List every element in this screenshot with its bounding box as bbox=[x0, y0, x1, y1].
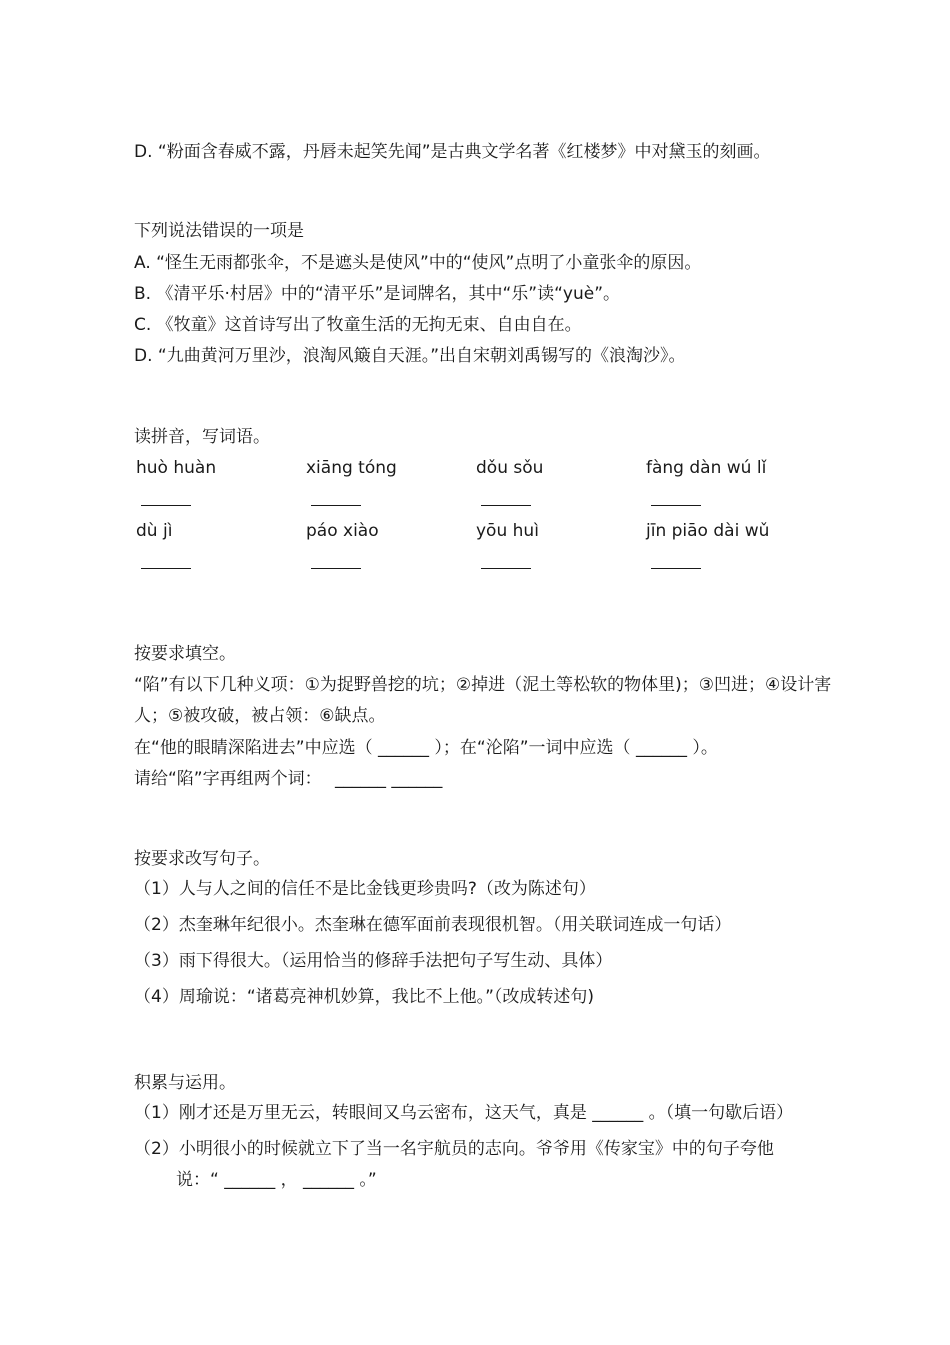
q5-item-2-line-2: 说：“ ______ ， ______ 。” bbox=[176, 1170, 377, 1190]
pinyin-item: huò huàn bbox=[136, 458, 217, 478]
pinyin-item: dù jì bbox=[136, 521, 173, 541]
q3-line-a: 在“他的眼睛深陷进去”中应选（ ______ ）；在“沦陷”一词中应选（ ______ ）。 bbox=[134, 738, 718, 758]
pinyin-item: yōu huì bbox=[476, 521, 539, 541]
q0-option-d: D. “粉面含春威不露，丹唇未起笑先闻”是古典文学名著《红楼梦》中对黛玉的刻画。 bbox=[134, 142, 771, 162]
pinyin-item: dǒu sǒu bbox=[476, 458, 544, 478]
pinyin-item: fàng dàn wú lǐ bbox=[646, 458, 767, 478]
answer-blank[interactable] bbox=[311, 505, 361, 506]
q4-stem: 按要求改写句子。 bbox=[134, 849, 270, 869]
answer-blank[interactable] bbox=[141, 505, 191, 506]
q1-option-b: B. 《清平乐·村居》中的“清平乐”是词牌名，其中“乐”读“yuè”。 bbox=[134, 284, 621, 304]
q5-item-1: （1）刚才还是万里无云，转眼间又乌云密布，这天气，真是 ______ 。（填一句歇后语） bbox=[134, 1103, 794, 1123]
q3-stem: 按要求填空。 bbox=[134, 644, 236, 664]
q1-stem: 下列说法错误的一项是 bbox=[134, 221, 304, 241]
answer-blank[interactable] bbox=[481, 568, 531, 569]
q3-meanings: “陷”有以下几种义项：①为捉野兽挖的坑；②掉进（泥土等松软的物体里)；③凹进；④设计害人；⑤被攻破，被占领：⑥缺点。 bbox=[134, 675, 832, 726]
answer-blank[interactable] bbox=[311, 568, 361, 569]
pinyin-item: páo xiào bbox=[306, 521, 379, 541]
q1-option-a: A. “怪生无雨都张伞，不是遮头是使风”中的“使风”点明了小童张伞的原因。 bbox=[134, 253, 702, 273]
q4-item: （1）人与人之间的信任不是比金钱更珍贵吗?（改为陈述句） bbox=[134, 879, 596, 899]
q4-item: （3）雨下得很大。（运用恰当的修辞手法把句子写生动、具体） bbox=[134, 951, 613, 971]
q5-item-2-line-1: （2）小明很小的时候就立下了当一名宇航员的志向。爷爷用《传家宝》中的句子夸他 bbox=[134, 1139, 774, 1159]
q1-option-d: D. “九曲黄河万里沙，浪淘风簸自天涯。”出自宋朝刘禹锡写的《浪淘沙》。 bbox=[134, 346, 686, 366]
answer-blank[interactable] bbox=[141, 568, 191, 569]
q5-stem: 积累与运用。 bbox=[134, 1073, 236, 1093]
answer-blank[interactable] bbox=[651, 505, 701, 506]
q1-option-c: C. 《牧童》这首诗写出了牧童生活的无拘无束、自由自在。 bbox=[134, 315, 582, 335]
pinyin-item: xiāng tóng bbox=[306, 458, 397, 478]
answer-blank[interactable] bbox=[481, 505, 531, 506]
q3-line-b-text: 请给“陷”字再组两个词： bbox=[134, 769, 322, 789]
answer-blank[interactable] bbox=[651, 568, 701, 569]
q3-line-b-blanks: ______ ______ bbox=[335, 769, 443, 789]
q4-item: （2）杰奎琳年纪很小。杰奎琳在德军面前表现很机智。（用关联词连成一句话） bbox=[134, 915, 732, 935]
q3-line-b bbox=[134, 768, 442, 790]
q2-stem: 读拼音，写词语。 bbox=[134, 427, 270, 447]
q4-item: （4）周瑜说：“诸葛亮神机妙算，我比不上他。”（改成转述句) bbox=[134, 987, 595, 1007]
pinyin-item: jīn piāo dài wǔ bbox=[646, 521, 770, 541]
